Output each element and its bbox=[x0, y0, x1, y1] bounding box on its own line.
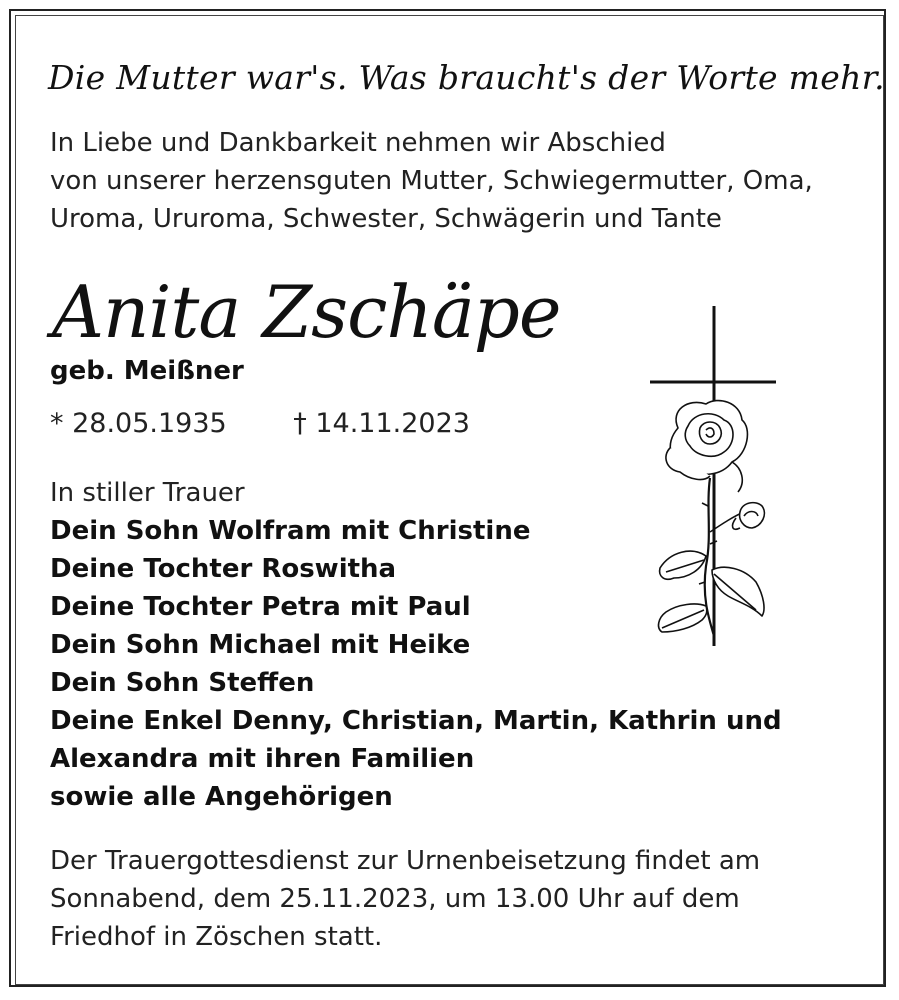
service-line: Der Trauergottesdienst zur Urnenbeisetzung findet am bbox=[50, 846, 761, 876]
mourner: Dein Sohn Wolfram mit Christine bbox=[50, 516, 531, 546]
service-line: Sonnabend, dem 25.11.2023, um 13.00 Uhr auf dem bbox=[50, 884, 740, 914]
birth-date: * 28.05.1935 bbox=[50, 408, 227, 439]
mourner: Alexandra mit ihren Familien bbox=[50, 744, 475, 774]
intro-line: von unserer herzensguten Mutter, Schwiegermutter, Oma, bbox=[50, 166, 813, 196]
motto: Die Mutter war's. Was braucht's der Worte mehr. bbox=[48, 58, 885, 97]
deceased-name: Anita Zschäpe bbox=[52, 270, 561, 354]
service-line: Friedhof in Zöschen statt. bbox=[50, 922, 383, 952]
birth-name: geb. Meißner bbox=[50, 356, 244, 386]
cross-with-rose-icon bbox=[648, 306, 778, 646]
mourner: Deine Enkel Denny, Christian, Martin, Kathrin und bbox=[50, 706, 782, 736]
life-dates bbox=[50, 408, 470, 439]
mourning-heading: In stiller Trauer bbox=[50, 478, 245, 508]
service-info bbox=[50, 842, 760, 956]
intro-line: Uroma, Ururoma, Schwester, Schwägerin und Tante bbox=[50, 204, 722, 234]
mourner: Dein Sohn Steffen bbox=[50, 668, 315, 698]
intro-text bbox=[50, 124, 813, 238]
mourner: sowie alle Angehörigen bbox=[50, 782, 393, 812]
intro-line: In Liebe und Dankbarkeit nehmen wir Abschied bbox=[50, 128, 666, 158]
mourner: Dein Sohn Michael mit Heike bbox=[50, 630, 471, 660]
mourner: Deine Tochter Petra mit Paul bbox=[50, 592, 471, 622]
death-date: † 14.11.2023 bbox=[293, 408, 470, 439]
mourner: Deine Tochter Roswitha bbox=[50, 554, 397, 584]
